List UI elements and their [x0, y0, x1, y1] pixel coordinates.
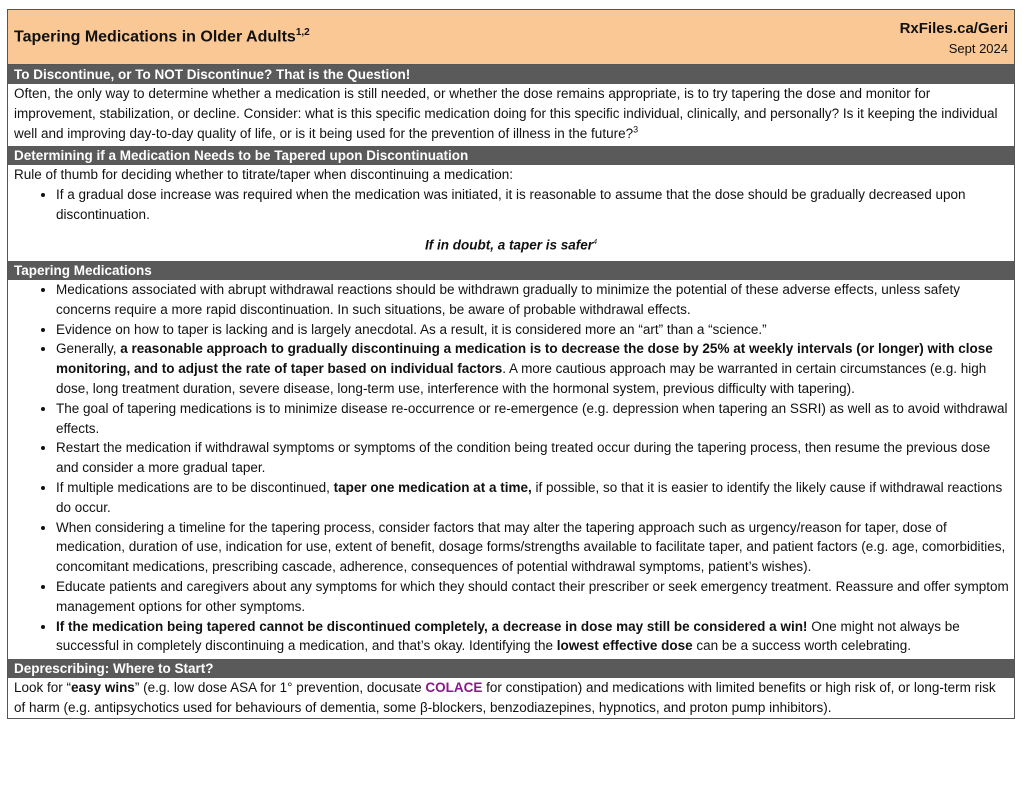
- list-item: [56, 339, 1014, 398]
- bullet-list: [8, 280, 1014, 656]
- text: ” (e.g. low dose ASA for 1° prevention, docusate: [134, 680, 426, 696]
- section-body-deprescribing: [8, 678, 1014, 718]
- title-text: Tapering Medications in Older Adults: [14, 28, 296, 46]
- text: if possible, so that it is easier to identify the likely cause if withdrawal reactions do occur.: [56, 480, 1003, 515]
- title-reference: 1,2: [295, 27, 310, 38]
- text: If multiple medications are to be discontinued,: [56, 480, 334, 496]
- section-body-discontinue: [8, 84, 1014, 143]
- brand-name: COLACE: [425, 680, 483, 696]
- section-body-determining: [8, 165, 1014, 185]
- list-item: • If a gradual dose increase was required when the medication was initiated, it is reasonable to assume that the dose should be gradually decreased upon discontinuation.: [56, 185, 1014, 225]
- document: [7, 9, 1015, 719]
- list-item: • Medications associated with abrupt withdrawal reactions should be withdrawn gradually to minimize the potential of these adverse effects, unless safety concerns require a more rapid discontinuation. In such situations, be aware of probable withdrawal effects.: [56, 280, 1014, 320]
- list-item: • Educate patients and caregivers about any symptoms for which they should contact their prescriber or seek emergency treatment. Reassure and offer symptom management options for other symptoms.: [56, 577, 1014, 617]
- text: for constipation) and medications with limited benefits or high risk of, or long-term risk of harm (e.g. antipsychotics used for behaviours of dementia, some β-blockers, benzodiazepines, hypnotics, and proton pump inhibitors).: [14, 680, 996, 716]
- section-heading-determining: Determining if a Medication Needs to be Tapered upon Discontinuation: [8, 146, 1014, 165]
- section-heading-discontinue: To Discontinue, or To NOT Discontinue? That is the Question!: [8, 65, 1014, 84]
- section-heading-deprescribing: Deprescribing: Where to Start?: [8, 659, 1014, 678]
- paragraph: [14, 678, 1008, 718]
- text: can be a success worth celebrating.: [692, 638, 911, 654]
- text: Look for “: [14, 680, 72, 696]
- text: Generally,: [56, 341, 121, 357]
- list-item: • Restart the medication if withdrawal symptoms or symptoms of the condition being treated occur during the tapering process, then resume the previous dose and consider a more gradual taper.: [56, 438, 1014, 478]
- text: One might not always be successful in completely discontinuing a medication, and that’s okay. Identifying the: [56, 618, 960, 654]
- list-item: [56, 478, 1014, 518]
- emphasis: lowest effective dose: [556, 638, 693, 654]
- brand-block: [900, 20, 1008, 56]
- list-item: • Evidence on how to taper is lacking and is largely anecdotal. As a result, it is considered more an “art” than a “science.”: [56, 320, 1014, 340]
- publish-date: Sept 2024: [948, 41, 1008, 56]
- emphasis: a reasonable approach to gradually discontinuing a medication is to decrease the dose by 25% at weekly intervals (or longer) with close monitoring, and to adjust the rate of taper based on individual factors: [56, 341, 993, 377]
- reference: 3: [633, 124, 639, 135]
- list-item: [56, 617, 1014, 657]
- list-item: • When considering a timeline for the tapering process, consider factors that may alter the tapering approach such as urgency/reason for taper, dose of medication, duration of use, indication for use, extent of benefit, dosage forms/strengths available to facilitate taper, and patient factors (e.g. age, comorbidities, concomitant medications, prescribing cascade, adherence, consequences of potential withdrawal symptoms, patient’s wishes).: [56, 518, 1014, 577]
- page-title: [14, 27, 310, 46]
- intro-text: Rule of thumb for deciding whether to titrate/taper when discontinuing a medication:: [14, 167, 514, 183]
- list-item: • The goal of tapering medications is to minimize disease re-occurrence or re-emergence (e.g. depression when tapering an SSRI) as well as to avoid withdrawal effects.: [56, 399, 1014, 439]
- site-name: RxFiles.ca/Geri: [899, 20, 1008, 37]
- paragraph: [14, 84, 1008, 143]
- text: . A more cautious approach may be warranted in certain circumstances (e.g. high dose, long treatment duration, severe disease, long-term use, interference with the hormonal system, previous difficulty with tapering).: [56, 361, 987, 397]
- document-header: [8, 10, 1014, 65]
- bullet-list: [8, 185, 1014, 225]
- emphasis: easy wins: [71, 680, 135, 696]
- reference: 4: [593, 238, 597, 246]
- emphasis: taper one medication at a time,: [333, 480, 532, 496]
- emphasis: If the medication being tapered cannot be discontinued completely, a decrease in dose may still be considered a win!: [56, 618, 808, 634]
- paragraph-text: Often, the only way to determine whether a medication is still needed, or whether the dose remains appropriate, is to try tapering the dose and monitor for improvement, stabilization, or decline. Consider: what is this specific medication doing for this specific individual, clinically, and personally? Is it keeping the individual well and improving day-to-day quality of life, or is it being used for the prevention of illness in the future?: [14, 86, 998, 141]
- section-heading-tapering: Tapering Medications: [8, 261, 1014, 280]
- callout-text: If in doubt, a taper is safer: [425, 237, 594, 253]
- callout: [8, 233, 1014, 255]
